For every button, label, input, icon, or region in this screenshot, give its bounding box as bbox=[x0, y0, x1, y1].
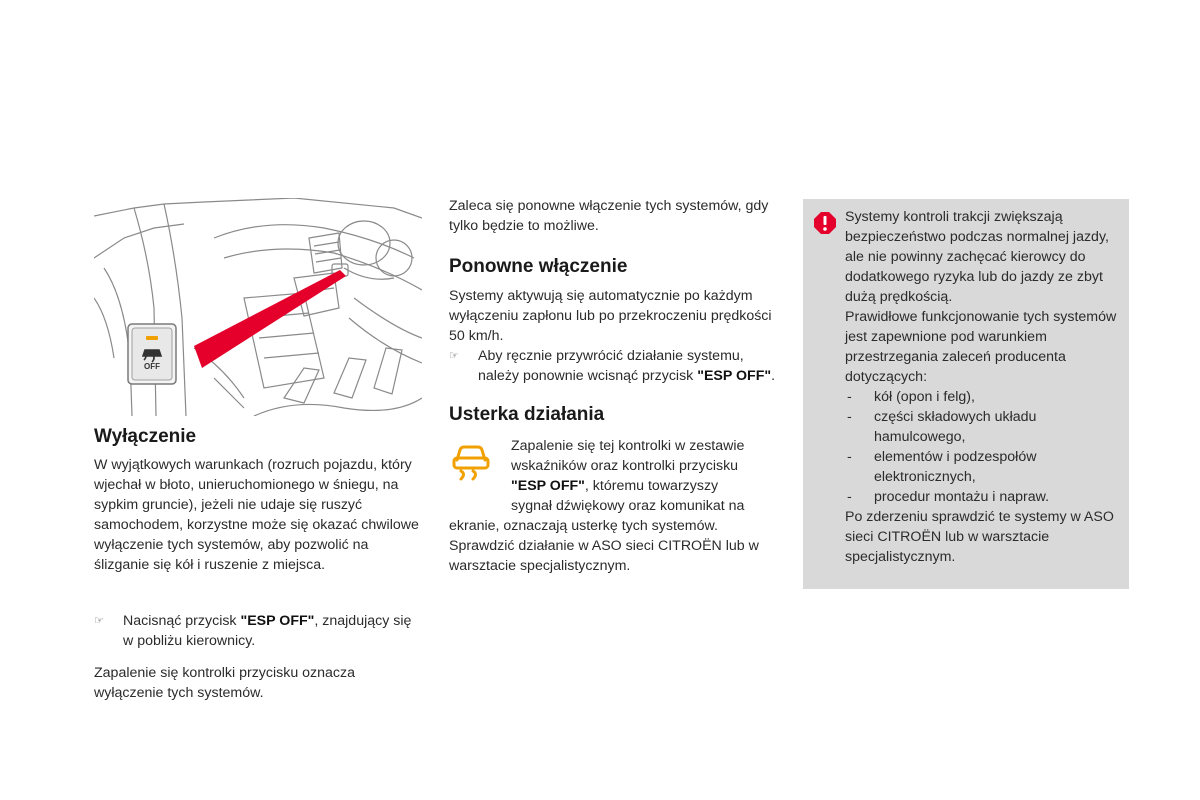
warning-exclamation-icon bbox=[813, 211, 837, 235]
pointer-hand-icon: ☞ bbox=[94, 615, 104, 627]
malfunction-rest: ekranie, oznaczają usterkę tych systemów. Sprawdzić działanie w ASO sieci CITROËN lub w warsztacie specjalistycznym. bbox=[449, 518, 759, 574]
dashboard-illustration bbox=[94, 198, 422, 416]
traction-warning-lamp-icon bbox=[449, 438, 493, 482]
heading-malfunction: Usterka działania bbox=[449, 404, 605, 425]
bullet-text-post: , znajdujący się w pobliżu kierownicy. bbox=[123, 613, 412, 649]
list-item: - elementów i podzespołów elektronicznych, bbox=[847, 449, 1037, 485]
esp-off-button-label: OFF bbox=[144, 362, 160, 371]
malfunction-line-4: sygnał dźwiękowy oraz komunikat na bbox=[511, 498, 745, 514]
malfunction-block bbox=[449, 436, 779, 576]
column-left bbox=[94, 198, 422, 703]
warning-box bbox=[803, 199, 1129, 589]
dashboard-drawing bbox=[94, 198, 422, 416]
bullet-text-post: . bbox=[771, 368, 776, 384]
bullet-manual-restore bbox=[449, 346, 779, 386]
paragraph-switch-off: W wyjątkowych warunkach (rozruch pojazdu, który wjechał w błoto, unieruchomionego w śniegu, na sypkim gruncie), jeżeli nie udaje się ruszyć samochodem, korzystne może się okazać chwilowe wyłączenie tych systemów, aby pozwolić na ślizganie się kół i ruszenie z miejsca. bbox=[94, 457, 419, 573]
bullet-text-pre: Nacisnąć przycisk bbox=[123, 613, 241, 629]
warning-para: Prawidłowe funkcjonowanie tych systemów jest zapewnione pod warunkiem przestrzegania zaleceń producenta dotyczących: bbox=[845, 309, 1117, 385]
malfunction-line-2: wskaźników oraz kontrolki przycisku bbox=[511, 458, 739, 474]
paragraph-reactivation-advice: Zaleca się ponowne włączenie tych systemów, gdy tylko będzie to możliwe. bbox=[449, 198, 769, 234]
bullet-text-bold: "ESP OFF" bbox=[697, 368, 772, 384]
malfunction-line-1: Zapalenie się tej kontrolki w zestawie bbox=[511, 438, 745, 454]
paragraph-lamp-meaning: Zapalenie się kontrolki przycisku oznacza wyłączenie tych systemów. bbox=[94, 665, 356, 701]
heading-reactivation: Ponowne włączenie bbox=[449, 256, 628, 277]
list-item: - procedur montażu i napraw. bbox=[847, 489, 1050, 505]
malfunction-line-3 bbox=[449, 476, 779, 496]
warning-outro: Po zderzeniu sprawdzić te systemy w ASO sieci CITROËN lub w warsztacie specjalistycznym. bbox=[845, 509, 1114, 565]
bullet-press-esp-off bbox=[94, 611, 422, 651]
bullet-text-pre: Aby ręcznie przywrócić działanie systemu, należy ponownie wcisnąć przycisk bbox=[478, 348, 744, 384]
warning-intro: Systemy kontroli trakcji zwiększają bezpieczeństwo podczas normalnej jazdy, ale nie powinny zachęcać kierowcy do dodatkowego ryzyka lub do jazdy ze zbyt dużą prędkością. bbox=[845, 209, 1109, 305]
column-middle bbox=[449, 196, 779, 576]
list-item: - kół (opon i felg), bbox=[847, 389, 975, 405]
heading-switch-off: Wyłączenie bbox=[94, 426, 197, 447]
paragraph-auto-activation: Systemy aktywują się automatycznie po każdym wyłączeniu zapłonu lub po przekroczeniu prędkości 50 km/h. bbox=[449, 288, 772, 344]
malfunction-line-3-post: , któremu towarzyszy bbox=[584, 478, 719, 494]
warning-text bbox=[845, 207, 1125, 567]
malfunction-bold: "ESP OFF" bbox=[511, 478, 585, 494]
list-item: - części składowych układu hamulcowego, bbox=[847, 409, 1037, 445]
pointer-hand-icon: ☞ bbox=[449, 350, 459, 362]
bullet-text-bold: "ESP OFF" bbox=[240, 613, 315, 629]
